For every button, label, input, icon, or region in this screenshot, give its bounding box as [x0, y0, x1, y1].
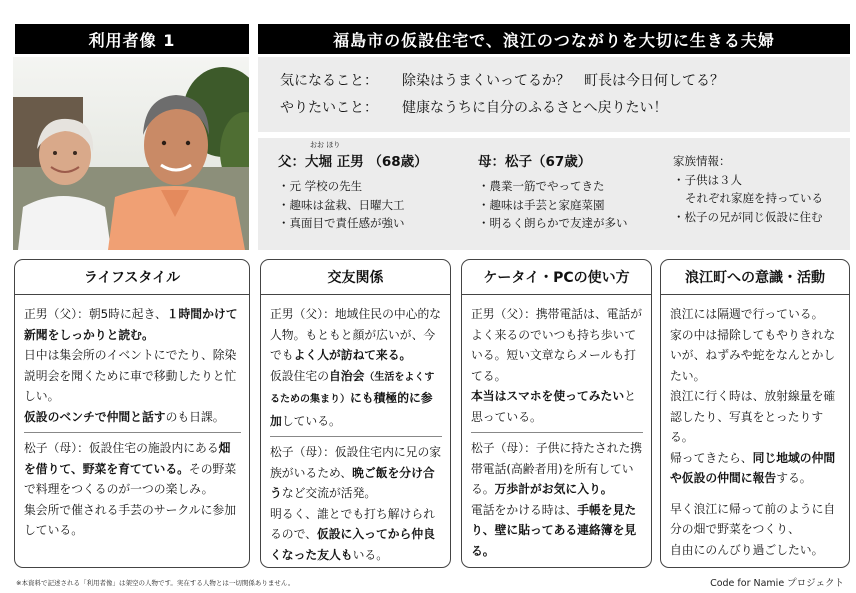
social-father: 正男（父）：地域住民の中心的な人物。もともと顔が広いが、今でもよく人が訪ねて来る。 仮設住宅の自治会（生活をよくするための集まり）にも積極的に参加している。: [270, 304, 442, 437]
concern-text: 除染はうまくいってるか？ 町長は今日何してる？: [402, 73, 724, 89]
couple-photo-illustration: [13, 57, 249, 250]
social-card-title: 交友関係: [261, 260, 450, 295]
family-info: [673, 152, 823, 226]
devices-card-title: ケータイ・PCの使い方: [462, 260, 651, 295]
family-line: ・子供は３人: [673, 172, 742, 187]
father-trait: ・趣味は盆栽、日曜大工: [278, 197, 405, 212]
page-title: 福島市の仮設住宅で、浪江のつながりを大切に生きる夫婦: [258, 24, 850, 54]
father-trait: ・元 学校の先生: [278, 179, 363, 193]
family-line: ・松子の兄が同じ仮設に住む: [673, 209, 823, 224]
lifestyle-card: [14, 259, 250, 568]
concern-label: 気になること：: [280, 73, 378, 89]
wish-text: 健康なうちに自分のふるさとへ戻りたい！: [402, 100, 668, 116]
family-line: それぞれ家庭を持っている: [685, 191, 823, 205]
namie-card-title: 浪江町への意識・活動: [661, 260, 849, 295]
mother-trait: ・明るく朗らかで友達が多い: [478, 216, 628, 230]
social-card: [260, 259, 451, 568]
devices-mother: 松子（母）：子供に持たされた携帯電話(高齢者用)を所有している。万歩計がお気に入り。 電話をかける時は、手帳を見たり、壁に貼ってある連絡簿を見る。: [471, 441, 643, 558]
concerns-panel: [258, 57, 850, 132]
mother-name: 母：松子（67歳）: [478, 154, 592, 170]
lifestyle-mother: 松子（母）：仮設住宅の施設内にある畑を借りて、野菜を育てている。その野菜で料理をつくるのが一つの楽しみ。 集会所で催される手芸のサークルに参加している。: [24, 441, 237, 537]
lifestyle-card-title: ライフスタイル: [15, 260, 249, 295]
devices-father: 正男（父）：携帯電話は、電話がよく来るのでいつも持ち歩いている。短い文章ならメールも打てる。 本当はスマホを使ってみたいと思っている。: [471, 304, 643, 433]
mother-trait: ・農業一筋でやってきた: [478, 179, 605, 193]
persona-label: 利用者像 1: [15, 24, 249, 54]
father-name-ruby: おお ほり: [310, 141, 341, 149]
namie-activities: 浪江には隔週で行っている。 家の中は掃除してもやりきれないが、ねずみや蛇をなんとかしたい。 浪江に行く時は、放射線量を確認したり、写真をとったりする。 帰ってきたら、同じ地域の仲間や仮設の仲間に報告する。 早く浪江に帰って前のように自分の畑で野菜をつくり、 自由にのんびり過ごしたい。: [670, 307, 836, 557]
father-profile: [278, 141, 428, 233]
couple-photo: [13, 57, 249, 250]
wish-label: やりたいこと：: [280, 100, 378, 116]
profile-panel: [258, 138, 850, 250]
social-mother: 松子（母）：仮設住宅内に兄の家族がいるため、晩ご飯を分け合うなど交流が活発。 明るく、誰とでも打ち解けられるので、仮設に入ってから仲良くなった友人もいる。: [270, 445, 442, 562]
disclaimer-note: ※本資料で記述される「利用者像」は架空の人物です。実在する人物とは一切関係ありません。: [16, 579, 295, 587]
family-label: 家族情報：: [673, 154, 731, 168]
namie-card: [660, 259, 850, 568]
devices-card: [461, 259, 652, 568]
project-credit: Code for Namie プロジェクト: [710, 578, 844, 589]
father-trait: ・真面目で責任感が強い: [278, 216, 405, 230]
mother-trait: ・趣味は手芸と家庭菜園: [478, 197, 605, 212]
lifestyle-father: 正男（父）：朝5時に起き、１時間かけて新聞をしっかりと読む。 日中は集会所のイベントにでたり、除染説明会を聞くために車で移動したりと忙しい。 仮設のベンチで仲間と話すのも日課。: [24, 304, 241, 433]
father-name: 父：大堀 正男 （68歳）: [278, 154, 428, 170]
mother-profile: [478, 150, 628, 233]
